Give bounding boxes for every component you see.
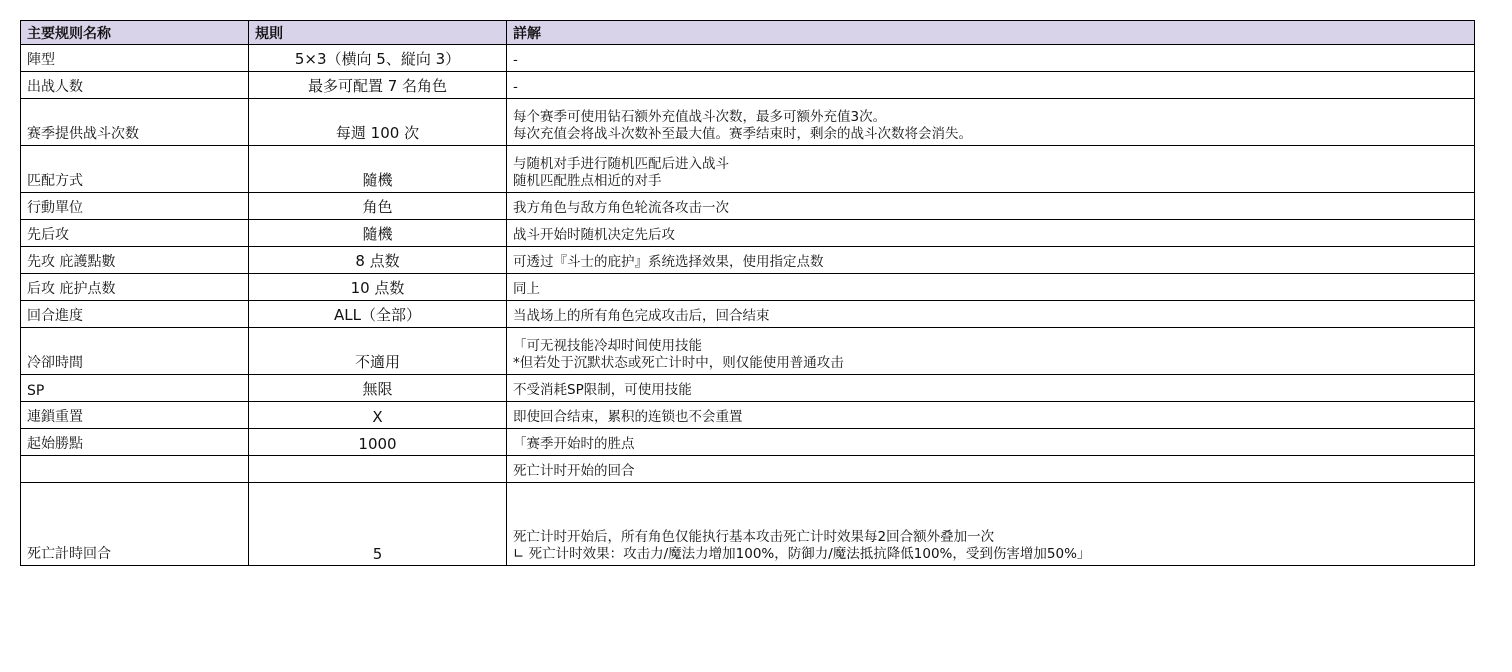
rule-detail-cell: 「赛季开始时的胜点 [507,429,1475,456]
header-rule-name: 主要规则名称 [21,21,249,45]
rule-value-cell: 最多可配置 7 名角色 [249,72,507,99]
table-row [21,328,1475,375]
rule-name-cell: 赛季提供战斗次数 [21,99,249,146]
table-row [21,375,1475,402]
rule-value-cell: 無限 [249,375,507,402]
rule-value-cell: 10 点数 [249,274,507,301]
rule-value-cell: 每週 100 次 [249,99,507,146]
rule-detail-cell: 我方角色与敌方角色轮流各攻击一次 [507,193,1475,220]
table-row [21,456,1475,483]
table-row [21,193,1475,220]
rule-value-cell: ALL（全部） [249,301,507,328]
rule-name-cell: 先攻 庇護點數 [21,247,249,274]
rule-name-cell: 回合進度 [21,301,249,328]
rule-name-cell: 陣型 [21,45,249,72]
rule-detail-cell: 不受消耗SP限制，可使用技能 [507,375,1475,402]
table-row [21,99,1475,146]
rule-name-cell: 行動單位 [21,193,249,220]
table-row [21,220,1475,247]
rule-detail-cell: 战斗开始时随机决定先后攻 [507,220,1475,247]
rule-value-cell: 5×3（横向 5、縦向 3） [249,45,507,72]
rule-value-cell: 5 [249,483,507,566]
rule-name-cell: 先后攻 [21,220,249,247]
rule-detail-cell: - [507,72,1475,99]
rule-detail-cell: 即使回合结束，累积的连锁也不会重置 [507,402,1475,429]
header-row [21,21,1475,45]
rule-name-cell: SP [21,375,249,402]
rule-value-cell: 不適用 [249,328,507,375]
table-row [21,301,1475,328]
table-row [21,483,1475,566]
header-detail: 詳解 [507,21,1475,45]
table-row [21,429,1475,456]
rule-value-cell: 隨機 [249,146,507,193]
rule-value-cell: 8 点数 [249,247,507,274]
rule-value-cell: 角色 [249,193,507,220]
rule-name-cell: 冷卻時間 [21,328,249,375]
rules-table [20,20,1475,566]
rule-detail-cell: - [507,45,1475,72]
header-rule: 規則 [249,21,507,45]
rule-detail-cell: 每个赛季可使用钻石额外充值战斗次数，最多可额外充值3次。 每次充值会将战斗次数补至最大值。赛季结束时，剩余的战斗次数将会消失。 [507,99,1475,146]
rule-detail-cell: 可透过『斗士的庇护』系统选择效果，使用指定点数 [507,247,1475,274]
rules-table-container [20,20,1474,566]
rule-detail-cell: 当战场上的所有角色完成攻击后，回合结束 [507,301,1475,328]
rule-name-cell: 起始勝點 [21,429,249,456]
rule-name-cell: 出战人数 [21,72,249,99]
rule-name-cell: 連鎖重置 [21,402,249,429]
table-row [21,146,1475,193]
rule-detail-cell: 「可无视技能冷却时间使用技能 *但若处于沉默状态或死亡计时中，则仅能使用普通攻击 [507,328,1475,375]
rule-detail-cell: 与随机对手进行随机匹配后进入战斗 随机匹配胜点相近的对手 [507,146,1475,193]
rule-value-cell: 隨機 [249,220,507,247]
rule-detail-cell: 死亡计时开始后，所有角色仅能执行基本攻击死亡计时效果每2回合额外叠加一次 ∟ 死亡计时效果：攻击力/魔法力增加100%，防御力/魔法抵抗降低100%，受到伤害增加50%」 [507,483,1475,566]
table-row [21,247,1475,274]
table-row [21,402,1475,429]
table-row [21,274,1475,301]
rule-detail-cell: 同上 [507,274,1475,301]
rule-name-cell: 后攻 庇护点数 [21,274,249,301]
rule-name-cell: 死亡計時回合 [21,483,249,566]
rule-detail-cell: 死亡计时开始的回合 [507,456,1475,483]
rule-name-cell [21,456,249,483]
table-row [21,45,1475,72]
rule-value-cell [249,456,507,483]
rule-value-cell: 1000 [249,429,507,456]
table-row [21,72,1475,99]
rule-value-cell: X [249,402,507,429]
rule-name-cell: 匹配方式 [21,146,249,193]
